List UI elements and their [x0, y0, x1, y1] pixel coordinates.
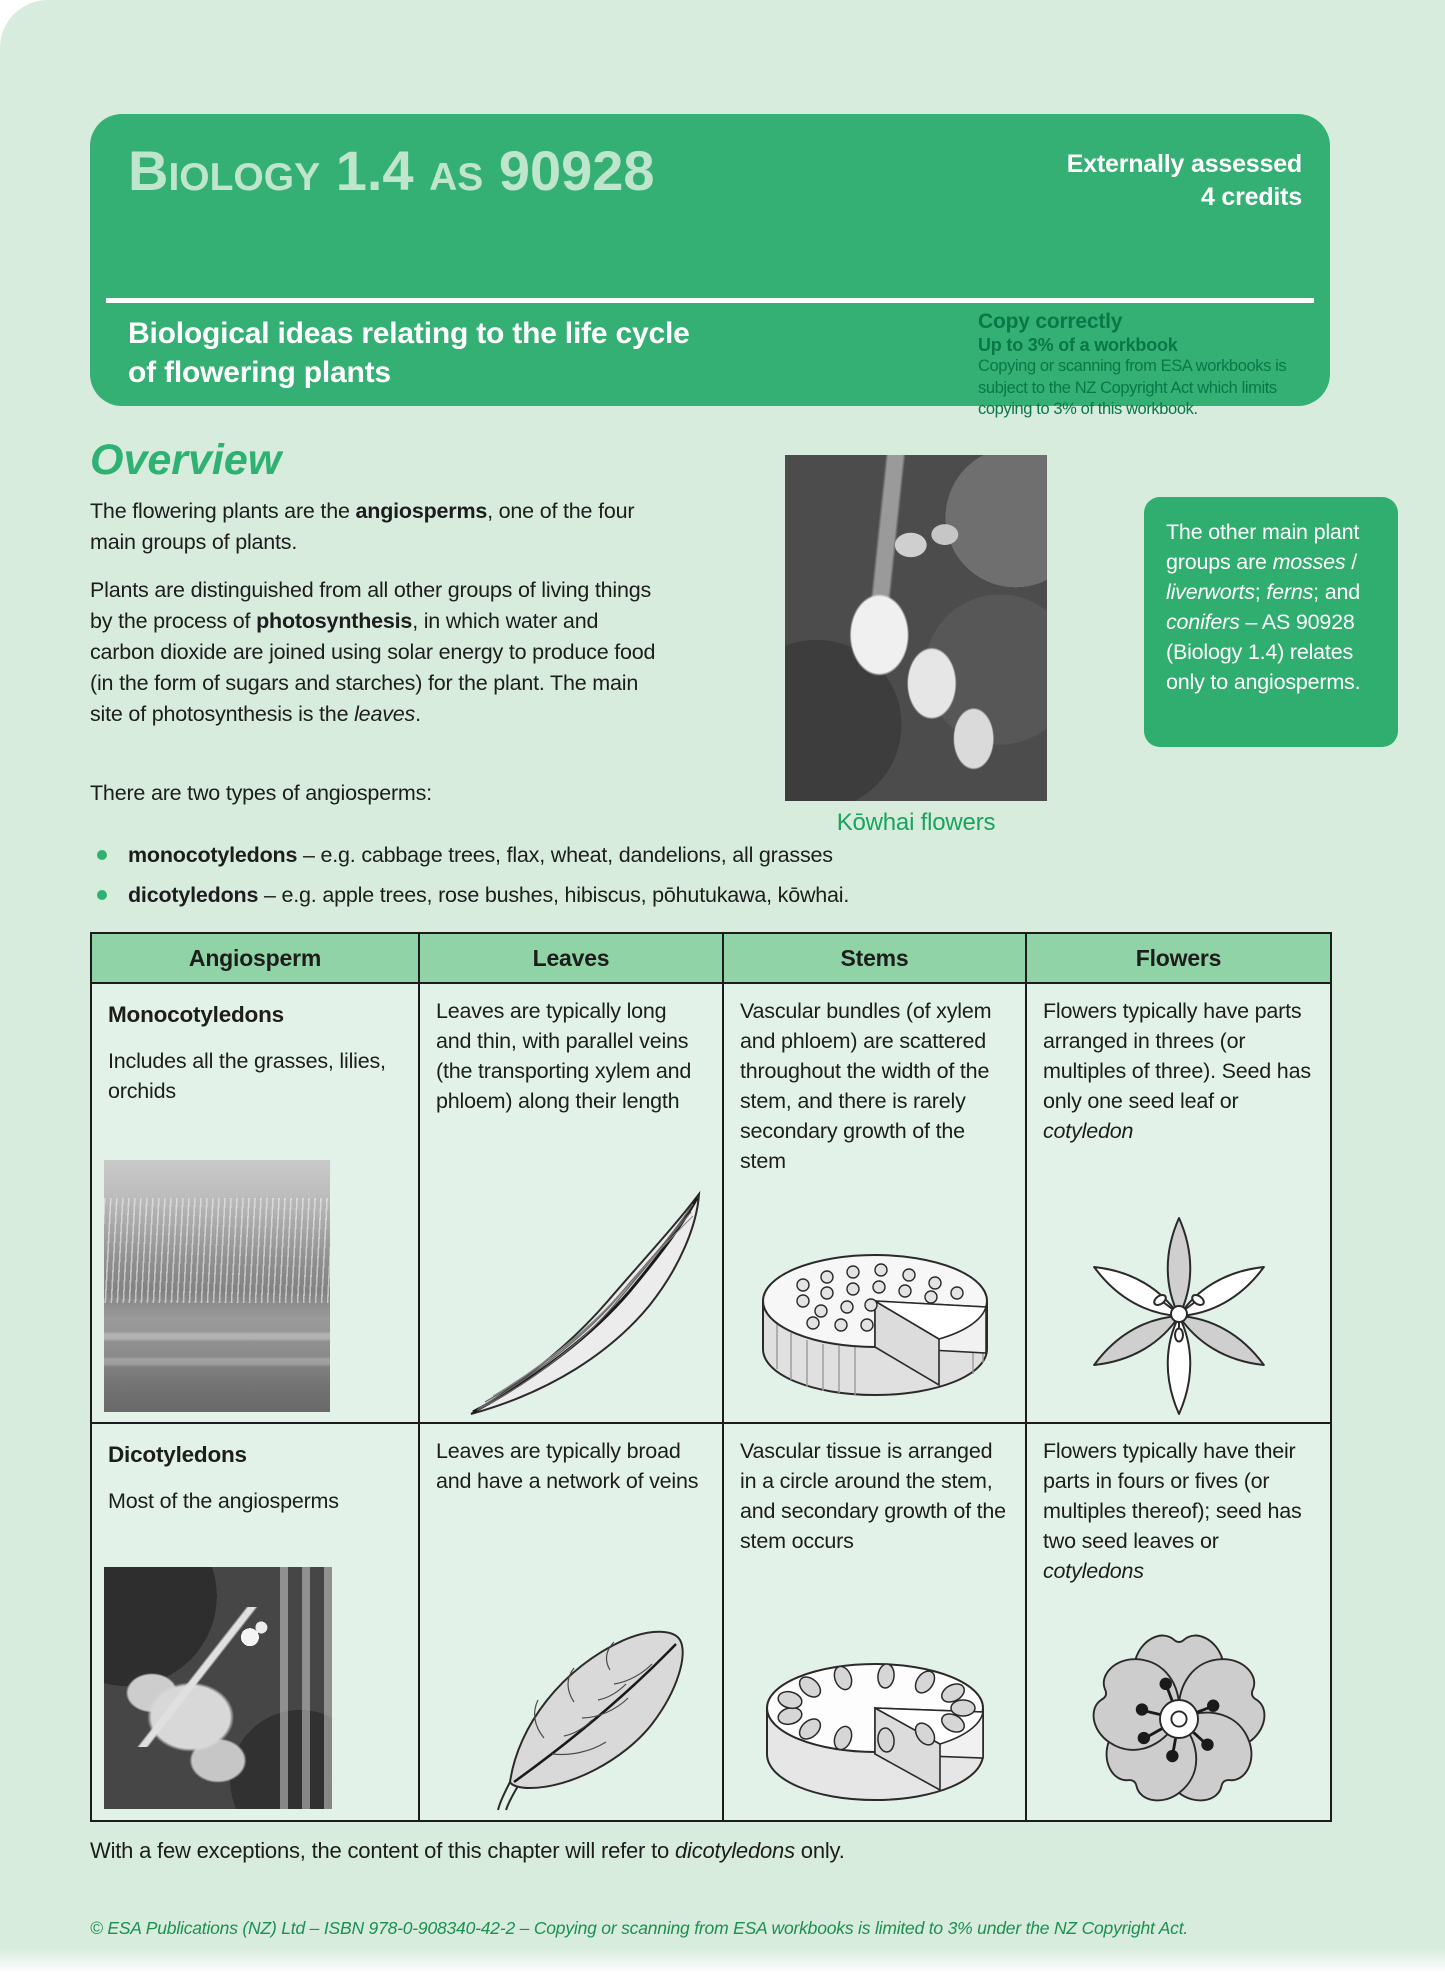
monocot-stem-cross-section-illustration [745, 1241, 1005, 1406]
dicot-flowers-cell: Flowers typically have their parts in fours or fives (or multiples thereof); seed has two seed leaves or cotyledons [1026, 1423, 1331, 1821]
types-intro: There are two types of angiosperms: [90, 781, 432, 805]
column-header-stems: Stems [723, 933, 1026, 983]
closing-note: With a few exceptions, the content of this chapter will refer to dicotyledons only. [90, 1838, 845, 1863]
copy-notice-heading: Copy correctly [978, 310, 1123, 333]
dicot-flower-illustration [1084, 1624, 1274, 1814]
dicot-leaf-illustration [474, 1606, 704, 1816]
dicot-name-cell [91, 1423, 419, 1821]
kowhai-figure [785, 455, 1047, 837]
intro-paragraph-1: The flowering plants are the angiosperms, one of the four main groups of plants. [90, 499, 635, 554]
monocot-flower-illustration [1079, 1202, 1279, 1420]
column-header-flowers: Flowers [1026, 933, 1331, 983]
table-row-dicotyledons [91, 1423, 1331, 1821]
kowhai-photo [785, 455, 1047, 801]
copyright-footer: © ESA Publications (NZ) Ltd – ISBN 978-0-908340-42-2 – Copying or scanning from ESA workbooks is limited to 3% under the NZ Copyright Act. [90, 1918, 1189, 1938]
title-standard: as 90928 [429, 139, 655, 202]
copy-notice-body: Copying or scanning from ESA workbooks is subject to the NZ Copyright Act which limits copying to 3% of this workbook. [978, 357, 1287, 418]
monocot-leaves-cell: Leaves are typically long and thin, with parallel veins (the transporting xylem and phloem) along their length [419, 983, 723, 1423]
dicot-name: Dicotyledons [108, 1442, 247, 1467]
hibiscus-photo [104, 1567, 332, 1809]
assessment-info [1067, 148, 1302, 214]
dicot-stems-cell: Vascular tissue is arranged in a circle around the stem, and secondary growth of the stem occurs [723, 1423, 1026, 1821]
monocot-leaf-illustration [456, 1182, 708, 1422]
assessment-credits: 4 credits [1200, 183, 1302, 211]
table-row-monocotyledons [91, 983, 1331, 1423]
monocot-name: Monocotyledons [108, 1002, 284, 1027]
bullet-icon [97, 890, 107, 900]
course-title [128, 138, 655, 203]
grassland-photo [104, 1160, 330, 1412]
dicot-description: Most of the angiosperms [108, 1489, 339, 1513]
monocot-stems-cell: Vascular bundles (of xylem and phloem) are scattered throughout the width of the stem, and there is rarely secondary growth of the stem [723, 983, 1026, 1423]
monocot-name-cell [91, 983, 419, 1423]
header-divider [106, 298, 1314, 303]
dicot-leaves-cell: Leaves are typically broad and have a network of veins [419, 1423, 723, 1821]
plant-groups-note: The other main plant groups are mosses / liverworts; ferns; and conifers – AS 90928 (Biology 1.4) relates only to angiosperms. [1144, 497, 1398, 747]
monocot-description: Includes all the grasses, lilies, orchids [108, 1049, 386, 1103]
chapter-subtitle-line1: Biological ideas relating to the life cycle [128, 317, 690, 350]
intro-paragraph-2: Plants are distinguished from all other groups of living things by the process of photosynthesis, in which water and carbon dioxide are joined using solar energy to produce food (in the form of sugars and starches) for the plant. The main site of photosynthesis is the leaves. [90, 578, 656, 726]
column-header-angiosperm: Angiosperm [91, 933, 419, 983]
dicot-stem-cross-section-illustration [750, 1650, 1000, 1810]
overview-text-column [90, 496, 658, 826]
monocot-flowers-cell: Flowers typically have parts arranged in threes (or multiples of three). Seed has only one seed leaf or cotyledon [1026, 983, 1331, 1423]
assessment-type: Externally assessed [1066, 150, 1302, 178]
bullet-icon [97, 850, 107, 860]
angiosperm-type-list [90, 840, 1230, 920]
copy-notice-subheading: Up to 3% of a workbook [978, 335, 1178, 355]
copy-notice [978, 310, 1318, 421]
overview-heading: Overview [90, 436, 282, 484]
bullet-item-monocotyledons: monocotyledons – e.g. cabbage trees, flax, wheat, dandelions, all grasses [90, 840, 1230, 870]
title-level: 1.4 [335, 139, 414, 202]
chapter-subtitle-line2: of flowering plants [128, 356, 391, 389]
angiosperm-comparison-table [90, 932, 1332, 1822]
table-header-row [91, 933, 1331, 983]
chapter-subtitle [128, 314, 690, 392]
header-banner [90, 114, 1330, 418]
bullet-item-dicotyledons: dicotyledons – e.g. apple trees, rose bushes, hibiscus, pōhutukawa, kōwhai. [90, 880, 1230, 910]
kowhai-caption: Kōwhai flowers [836, 809, 996, 836]
title-subject: Biology [128, 139, 321, 202]
column-header-leaves: Leaves [419, 933, 723, 983]
